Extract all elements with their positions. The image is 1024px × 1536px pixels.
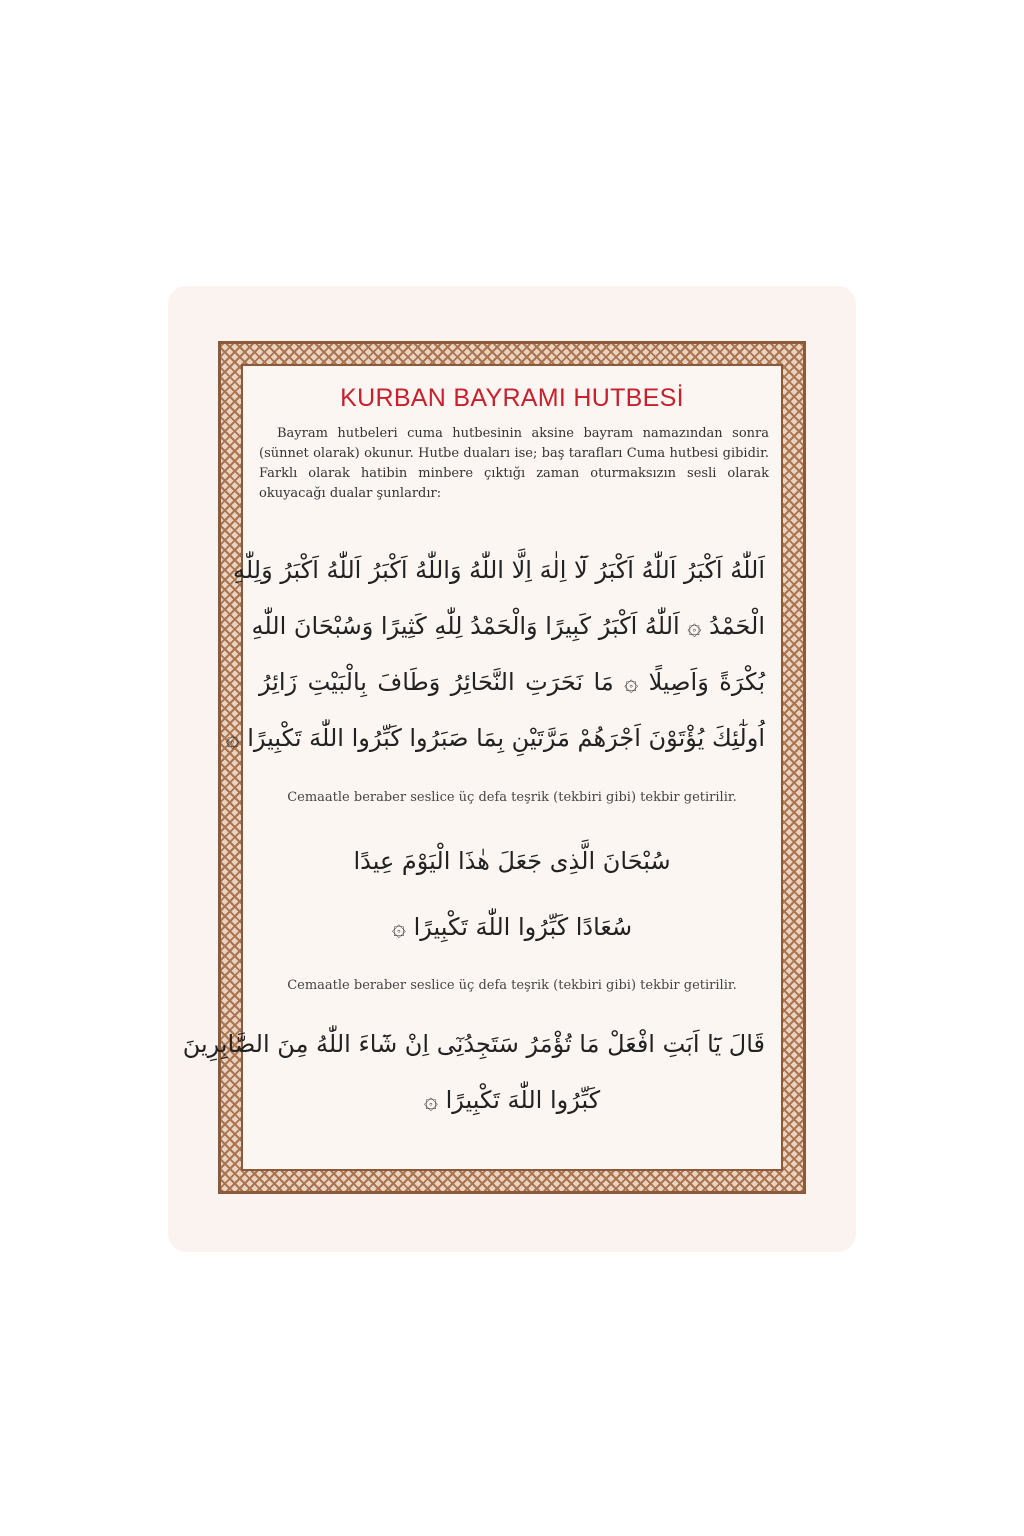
intro-paragraph: Bayram hutbeleri cuma hutbesinin aksine bayram namazından sonra (sünnet olarak) okunur. Hutbe duaları ise; baş tarafları Cuma hutbesi gibidir. Farklı olarak hatibin minbere çıktığı zaman oturmaksızın sesli olarak okuyacağı dualar şunlardır: xyxy=(259,426,769,501)
arabic-line: الْحَمْدُ ۞ اَللّٰهُ اَكْبَرُ كَبِيرًا وَالْحَمْدُ لِلّٰهِ كَثِيرًا وَسُبْحَانَ اللّٰهِ xyxy=(251,612,765,640)
instruction-note-1: Cemaatle beraber seslice üç defa teşrik (tekbiri gibi) tekbir getirilir. xyxy=(287,790,737,805)
arabic-block-1 xyxy=(225,542,765,766)
instruction-note-2: Cemaatle beraber seslice üç defa teşrik (tekbiri gibi) tekbir getirilir. xyxy=(287,978,737,993)
arabic-block-3 xyxy=(182,1016,765,1128)
arabic-line: اُولٰٓئِكَ يُؤْتَوْنَ اَجْرَهُمْ مَرَّتَيْنِ بِمَا صَبَرُوا كَبِّرُوا اللّٰهَ تَكْبِيرًا ۞ xyxy=(225,724,765,752)
ornamental-border xyxy=(182,341,806,1194)
arabic-line: بُكْرَةً وَاَصِيلًا ۞ مَا نَحَرَتِ النَّحَائِرُ وَطَافَ بِالْبَيْتِ زَائِرُ xyxy=(259,668,765,696)
arabic-line: اَللّٰهُ اَكْبَرُ اَللّٰهُ اَكْبَرُ لَٓا اِلٰهَ اِلَّا اللّٰهُ وَاللّٰهُ اَكْبَرُ اَللّٰهُ اَكْبَرُ وَلِلّٰهِ xyxy=(232,556,765,584)
arabic-line: سُعَادًا كَبِّرُوا اللّٰهَ تَكْبِيرًا ۞ xyxy=(391,913,633,941)
document-title: KURBAN BAYRAMI HUTBESİ xyxy=(340,384,684,412)
document-body xyxy=(182,364,783,1171)
arabic-line: سُبْحَانَ الَّذِى جَعَلَ هٰذَا الْيَوْمَ عِيدًا xyxy=(353,847,671,875)
arabic-line: قَالَ يَٓا اَبَتِ افْعَلْ مَا تُؤْمَرُ سَتَجِدُنِٓى اِنْ شَٓاءَ اللّٰهُ مِنَ الصَّابِرِينَ xyxy=(182,1030,765,1058)
arabic-block-2 xyxy=(259,828,765,960)
arabic-line: كَبِّرُوا اللّٰهَ تَكْبِيرًا ۞ xyxy=(423,1086,601,1114)
